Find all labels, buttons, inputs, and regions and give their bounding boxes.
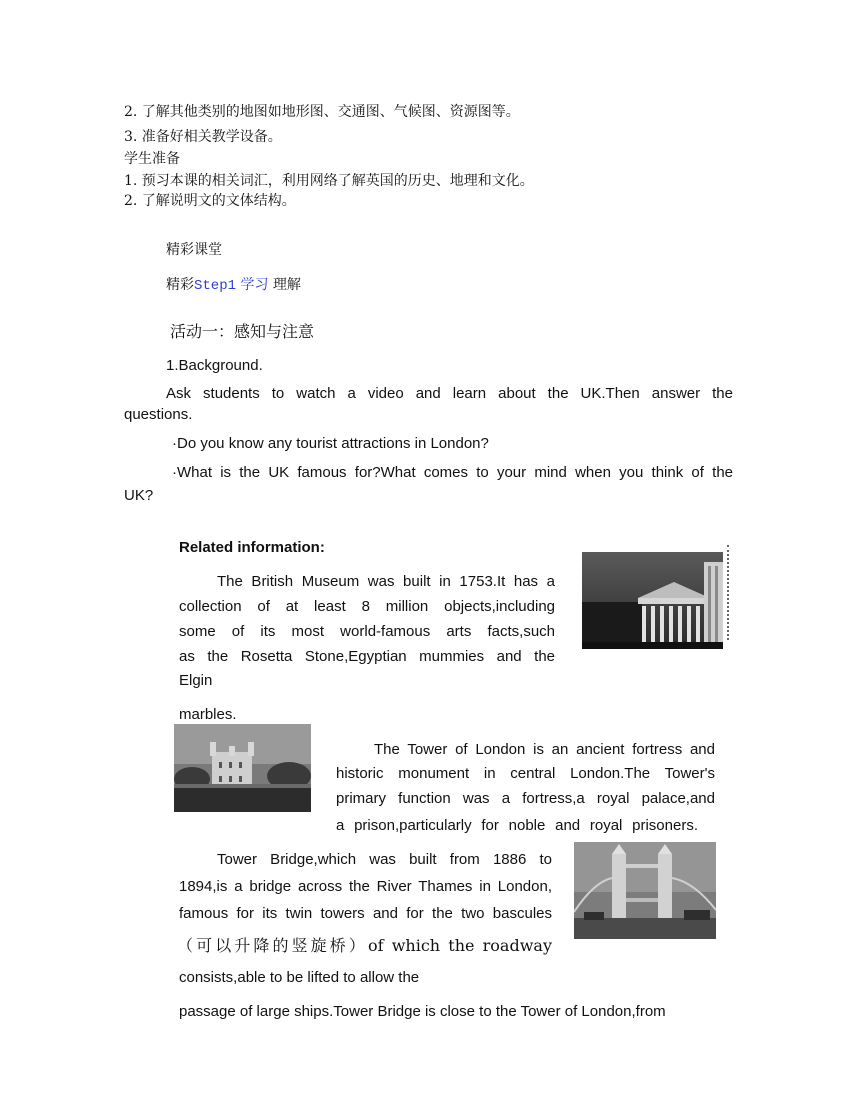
step-word-2: 理解 xyxy=(272,277,301,293)
student-prep-item-1: 1. 预习本课的相关词汇，利用网络了解英国的历史、地理和文化。 xyxy=(124,173,534,189)
bridge-line: Tower Bridge,which was built from 1886 to xyxy=(217,851,552,868)
activity-title: 活动一：感知与注意 xyxy=(170,322,315,341)
image-edge-marks xyxy=(727,545,732,640)
museum-line: as the Rosetta Stone,Egyptian mummies and the xyxy=(179,648,555,665)
museum-line: Elgin xyxy=(179,672,213,689)
step-heading xyxy=(166,274,305,294)
background-intro-line-1: Ask students to watch a video and learn about the UK.Then answer the xyxy=(166,385,733,402)
british-museum-photo xyxy=(582,552,723,649)
tower-bridge-photo xyxy=(574,842,716,939)
student-prep-heading: 学生准备 xyxy=(124,151,180,167)
tower-line: The Tower of London is an ancient fortress and xyxy=(374,741,715,758)
step-prefix: 精彩 xyxy=(166,277,194,293)
step-word-1: 学习 xyxy=(240,278,269,294)
step-label: Step1 xyxy=(194,278,237,294)
teacher-prep-item-2: 2. 了解其他类别的地图如地形图、交通图、气候图、资源图等。 xyxy=(124,104,520,120)
background-heading: 1.Background. xyxy=(166,357,263,374)
background-intro-line-2: questions. xyxy=(124,406,193,423)
related-heading: Related information: xyxy=(179,539,325,556)
bridge-line: consists,able to be lifted to allow the xyxy=(179,969,420,986)
question-2-line-1: ·What is the UK famous for?What comes to your mind when you think of the xyxy=(172,464,733,481)
student-prep-item-2: 2. 了解说明文的文体结构。 xyxy=(124,193,296,209)
tower-line: historic monument in central London.The Tower's xyxy=(336,765,715,782)
question-1: ·Do you know any tourist attractions in London? xyxy=(172,435,489,452)
teacher-prep-item-3: 3. 准备好相关教学设备。 xyxy=(124,129,282,145)
museum-line: The British Museum was built in 1753.It has a xyxy=(217,573,555,590)
museum-line: marbles. xyxy=(179,706,237,723)
tower-line: primary function was a fortress,a royal palace,and xyxy=(336,790,715,807)
bridge-line: passage of large ships.Tower Bridge is close to the Tower of London,from xyxy=(179,1003,666,1020)
bridge-line: （可以升降的竖旋桥）of which the roadway xyxy=(177,936,552,955)
museum-line: some of its most world-famous arts facts,such xyxy=(179,623,555,640)
tower-of-london-photo xyxy=(174,724,311,812)
bridge-line: famous for its twin towers and for the two bascules xyxy=(179,905,552,922)
tower-line: a prison,particularly for noble and royal prisoners. xyxy=(336,817,698,834)
museum-line: collection of at least 8 million objects,including xyxy=(179,598,555,615)
bridge-line: 1894,is a bridge across the River Thames in London, xyxy=(179,878,552,895)
question-2-line-2: UK? xyxy=(124,487,154,504)
section-title: 精彩课堂 xyxy=(166,242,222,258)
